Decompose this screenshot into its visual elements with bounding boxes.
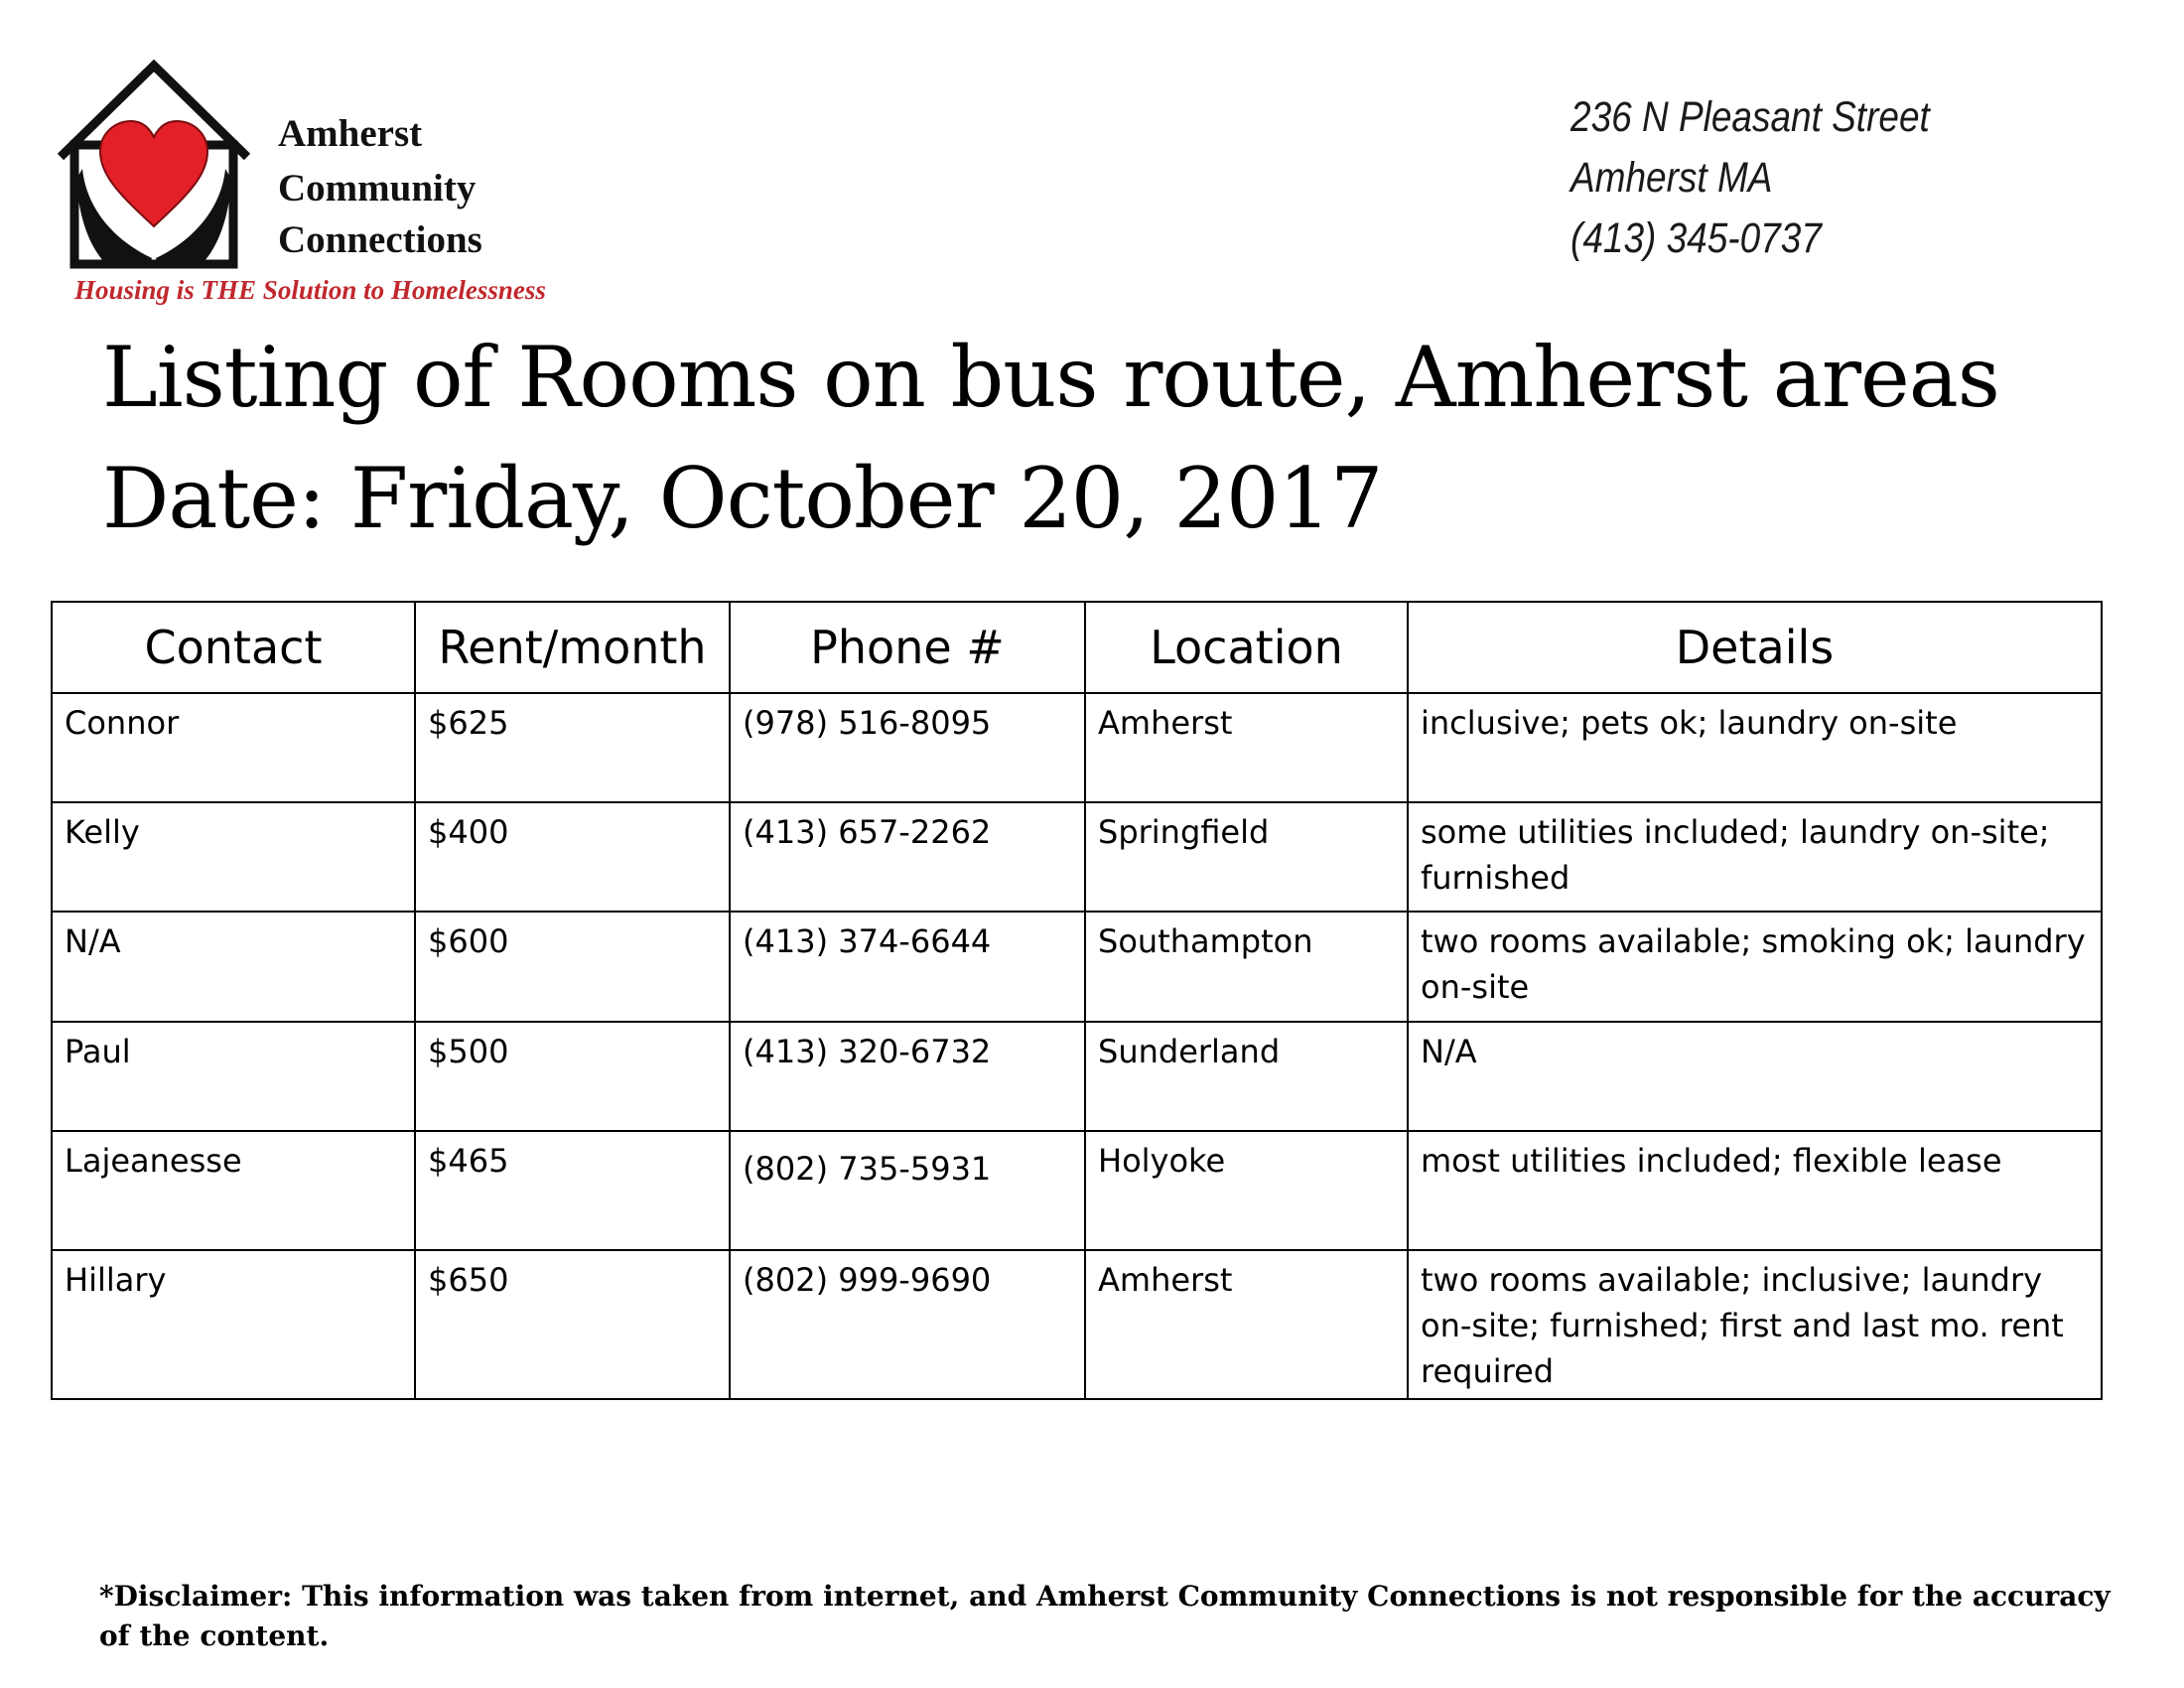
cell-details: inclusive; pets ok; laundry on-site [1408, 693, 2102, 802]
cell-contact: Connor [52, 693, 415, 802]
cell-details: two rooms available; smoking ok; laundry on-site [1408, 912, 2102, 1022]
cell-location: Springfield [1085, 802, 1408, 912]
cell-contact: N/A [52, 912, 415, 1022]
table-row [52, 912, 2102, 1022]
tagline: Housing is THE Solution to Homelessness [74, 275, 546, 305]
org-name-line-3: Connections [278, 218, 482, 261]
page-date: Date: Friday, October 20, 2017 [102, 450, 1383, 547]
heart-icon [100, 121, 207, 226]
cell-details: N/A [1408, 1022, 2102, 1131]
cell-rent: $400 [415, 802, 730, 912]
table-row [52, 1131, 2102, 1250]
cell-phone: (413) 374-6644 [730, 912, 1085, 1022]
cell-details: two rooms available; inclusive; laundry on-site; furnished; first and last mo. rent required [1408, 1250, 2102, 1399]
org-name-line-2: Community [278, 167, 477, 210]
address-phone: (413) 345-0737 [1570, 214, 1822, 262]
cell-phone: (413) 657-2262 [730, 802, 1085, 912]
cell-details: some utilities included; laundry on-site; furnished [1408, 802, 2102, 912]
listing-table [51, 601, 2103, 1400]
address-block [1570, 87, 1988, 269]
cell-rent: $465 [415, 1131, 730, 1250]
cell-location: Sunderland [1085, 1022, 1408, 1131]
cell-contact: Hillary [52, 1250, 415, 1399]
cell-rent: $500 [415, 1022, 730, 1131]
column-header-details: Details [1408, 602, 2102, 693]
cell-location: Southampton [1085, 912, 1408, 1022]
cell-location: Amherst [1085, 693, 1408, 802]
cell-rent: $600 [415, 912, 730, 1022]
page-title: Listing of Rooms on bus route, Amherst areas [102, 329, 1999, 426]
address-street: 236 N Pleasant Street [1570, 93, 1930, 141]
column-header-contact: Contact [52, 602, 415, 693]
cell-contact: Lajeanesse [52, 1131, 415, 1250]
table-row [52, 1250, 2102, 1399]
table-row [52, 802, 2102, 912]
cell-contact: Paul [52, 1022, 415, 1131]
column-header-phone: Phone # [730, 602, 1085, 693]
column-header-location: Location [1085, 602, 1408, 693]
address-city: Amherst MA [1570, 154, 1773, 202]
cell-rent: $625 [415, 693, 730, 802]
cell-details: most utilities included; flexible lease [1408, 1131, 2102, 1250]
table-row [52, 1022, 2102, 1131]
cell-location: Amherst [1085, 1250, 1408, 1399]
table-row [52, 693, 2102, 802]
disclaimer: *Disclaimer: This information was taken from internet, and Amherst Community Connections is not responsible for the accuracy of the content. [99, 1580, 2111, 1652]
org-name-line-1: Amherst [278, 112, 423, 155]
table-header-row [52, 602, 2102, 693]
cell-phone: (413) 320-6732 [730, 1022, 1085, 1131]
cell-contact: Kelly [52, 802, 415, 912]
cell-location: Holyoke [1085, 1131, 1408, 1250]
cell-phone: (802) 999-9690 [730, 1250, 1085, 1399]
cell-phone: (802) 735-5931 [730, 1131, 1085, 1250]
column-header-rent: Rent/month [415, 602, 730, 693]
cell-phone: (978) 516-8095 [730, 693, 1085, 802]
logo-mark [55, 60, 253, 278]
cell-rent: $650 [415, 1250, 730, 1399]
